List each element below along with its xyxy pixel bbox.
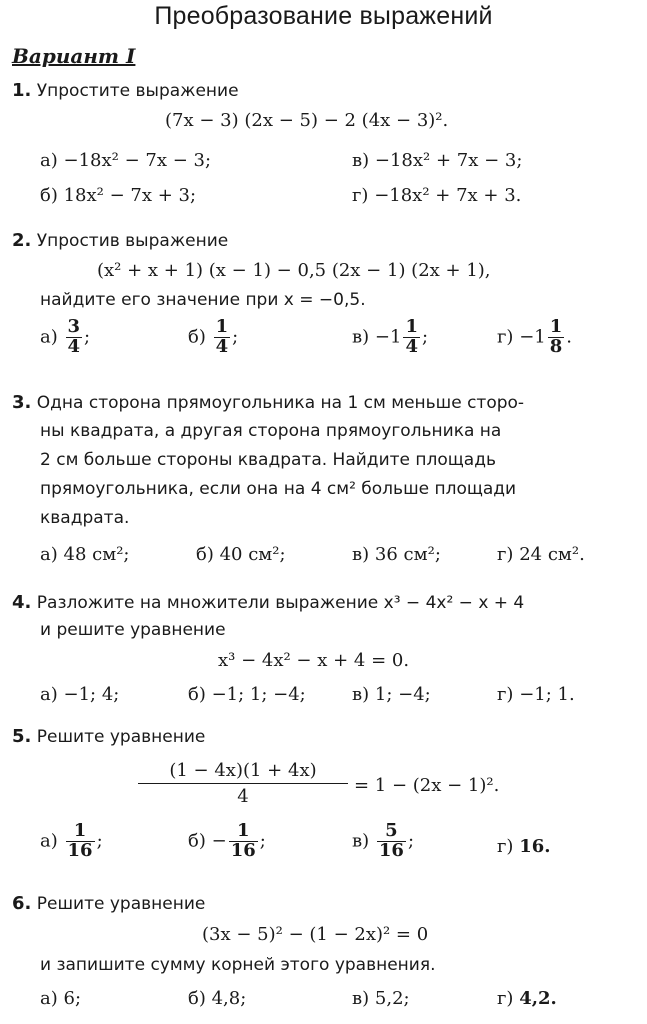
problem-5-denominator: 4 xyxy=(237,786,249,807)
problem-3-line-2: ны квадрата, а другая сторона прямоугольника на xyxy=(40,421,502,441)
problem-3-line-5: квадрата. xyxy=(40,508,130,528)
problem-5-option-a xyxy=(40,822,103,861)
fraction-numerator: 1 xyxy=(66,822,95,842)
problem-3-option-v xyxy=(352,544,441,565)
option-value: 4,8; xyxy=(211,988,247,1009)
problem-4-text2: и решите уравнение xyxy=(40,620,226,640)
problem-3-line-1 xyxy=(12,392,524,413)
fraction-denominator: 8 xyxy=(549,335,563,357)
fraction-denominator: 4 xyxy=(67,335,81,357)
problem-2-number: 2. xyxy=(12,230,32,251)
problem-2-statement xyxy=(12,230,228,251)
problem-6-text: Решите уравнение xyxy=(36,894,206,914)
option-value: 36 см²; xyxy=(374,544,441,565)
problem-4-text: Разложите на множители выражение x³ − 4x² − x + 4 xyxy=(36,593,525,613)
option-end: ; xyxy=(421,326,429,348)
fraction xyxy=(403,318,420,357)
problem-2-expression: (x² + x + 1) (x − 1) − 0,5 (2x − 1) (2x + 1), xyxy=(97,260,491,281)
option-value: −1; 4; xyxy=(63,684,120,705)
option-label: а) xyxy=(40,326,58,348)
option-label: г) xyxy=(497,836,514,857)
fraction-denominator: 4 xyxy=(405,335,418,357)
option-value: −18x² − 7x − 3; xyxy=(63,150,212,171)
problem-1-number: 1. xyxy=(12,80,32,101)
option-label: в) xyxy=(352,150,370,171)
problem-3-line-4: прямоугольника, если она на 4 см² больше площади xyxy=(40,479,517,499)
fraction xyxy=(377,822,406,861)
problem-4-option-v xyxy=(352,684,431,705)
fraction xyxy=(229,822,258,861)
problem-3-line-3: 2 см больше стороны квадрата. Найдите площадь xyxy=(40,450,496,470)
problem-1-expression: (7x − 3) (2x − 5) − 2 (4x − 3)². xyxy=(165,110,449,131)
option-label: б) xyxy=(188,830,206,852)
option-value: −1; 1. xyxy=(519,684,575,705)
fraction xyxy=(548,318,565,357)
option-label: а) xyxy=(40,830,58,852)
option-label: б) xyxy=(40,185,58,206)
option-whole: −1 xyxy=(519,326,546,348)
option-value: −18x² + 7x − 3; xyxy=(374,150,523,171)
problem-6-number: 6. xyxy=(12,893,32,914)
fraction-denominator: 4 xyxy=(215,335,229,357)
problem-2-option-g xyxy=(497,318,572,357)
problem-2-option-b xyxy=(188,318,238,357)
fraction-numerator: 3 xyxy=(67,316,81,337)
option-whole: − xyxy=(211,830,227,852)
option-value: 24 см². xyxy=(519,544,585,565)
problem-5-text: Решите уравнение xyxy=(36,727,206,747)
problem-2-text2: найдите его значение при x = −0,5. xyxy=(40,290,366,310)
problem-4-expression: x³ − 4x² − x + 4 = 0. xyxy=(218,650,410,671)
option-end: . xyxy=(566,326,572,348)
problem-5-option-g xyxy=(497,836,551,857)
problem-1-option-g xyxy=(352,185,521,206)
option-value: 4,2. xyxy=(519,988,557,1009)
problem-5-fraction xyxy=(138,760,348,807)
option-label: б) xyxy=(188,326,206,348)
problem-1-option-v xyxy=(352,150,522,171)
problem-1-text: Упростите выражение xyxy=(36,81,239,101)
option-label: г) xyxy=(497,988,514,1009)
problem-6-option-a xyxy=(40,988,81,1009)
option-label: б) xyxy=(188,988,206,1009)
problem-4-option-g xyxy=(497,684,575,705)
problem-1-statement xyxy=(12,80,239,101)
option-value: −1; 1; −4; xyxy=(211,684,306,705)
option-label: а) xyxy=(40,544,58,565)
fraction-denominator: 16 xyxy=(378,839,404,861)
fraction xyxy=(214,318,231,357)
option-label: г) xyxy=(497,326,514,348)
option-label: а) xyxy=(40,684,58,705)
problem-1-option-a xyxy=(40,150,211,171)
problem-6-statement xyxy=(12,893,205,914)
option-label: г) xyxy=(352,185,369,206)
option-end: ; xyxy=(84,326,91,348)
problem-3-number: 3. xyxy=(12,392,32,413)
problem-6-option-g xyxy=(497,988,557,1009)
problem-1-option-b xyxy=(40,185,196,206)
problem-3-option-a xyxy=(40,544,130,565)
option-label: в) xyxy=(352,830,370,852)
option-value: 6; xyxy=(63,988,82,1009)
problem-4-option-a xyxy=(40,684,119,705)
option-value: 1; −4; xyxy=(374,684,431,705)
problem-6-expression: (3x − 5)² − (1 − 2x)² = 0 xyxy=(202,924,429,945)
problem-4-number: 4. xyxy=(12,592,32,613)
option-label: а) xyxy=(40,988,58,1009)
problem-6-option-v xyxy=(352,988,410,1009)
fraction-denominator: 16 xyxy=(230,839,256,861)
option-value: 48 см²; xyxy=(63,544,130,565)
problem-2-option-v xyxy=(352,318,428,357)
option-whole: −1 xyxy=(374,326,402,348)
problem-6-option-b xyxy=(188,988,246,1009)
fraction-numerator: 5 xyxy=(377,822,406,842)
fraction-denominator: 16 xyxy=(67,839,93,861)
problem-3-option-g xyxy=(497,544,585,565)
fraction-numerator: 1 xyxy=(229,822,258,842)
variant-heading: Вариант I xyxy=(12,44,136,68)
option-label: в) xyxy=(352,988,370,1009)
problem-2-option-a xyxy=(40,318,90,357)
fraction-numerator: 1 xyxy=(215,316,229,337)
problem-5-option-v xyxy=(352,822,414,861)
option-end: ; xyxy=(232,326,239,348)
option-end: ; xyxy=(96,830,103,852)
problem-5-option-b xyxy=(188,822,266,861)
option-label: в) xyxy=(352,684,370,705)
option-value: 16. xyxy=(519,836,551,857)
fraction-numerator: 1 xyxy=(549,316,563,337)
option-value: 5,2; xyxy=(374,988,410,1009)
option-label: в) xyxy=(352,326,370,348)
fraction-numerator: 1 xyxy=(405,316,418,337)
page-title: Преобразование выражений xyxy=(154,2,493,30)
option-label: б) xyxy=(188,684,206,705)
option-value: −18x² + 7x + 3. xyxy=(374,185,522,206)
problem-4-option-b xyxy=(188,684,306,705)
option-label: в) xyxy=(352,544,370,565)
problem-2-text: Упростив выражение xyxy=(36,231,229,251)
option-value: 40 см²; xyxy=(219,544,286,565)
option-end: ; xyxy=(259,830,266,852)
option-label: а) xyxy=(40,150,58,171)
fraction xyxy=(66,318,83,357)
problem-3-text: Одна сторона прямоугольника на 1 см меньше сторо- xyxy=(36,393,525,413)
problem-5-rhs: = 1 − (2x − 1)². xyxy=(354,775,500,796)
option-end: ; xyxy=(407,830,415,852)
option-label: б) xyxy=(196,544,214,565)
problem-6-text2: и запишите сумму корней этого уравнения. xyxy=(40,955,436,975)
option-label: г) xyxy=(497,684,514,705)
problem-5-numerator: (1 − 4x)(1 + 4x) xyxy=(138,760,348,784)
option-value: 18x² − 7x + 3; xyxy=(63,185,197,206)
problem-5-number: 5. xyxy=(12,726,32,747)
option-label: г) xyxy=(497,544,514,565)
problem-4-statement xyxy=(12,592,524,613)
fraction xyxy=(66,822,95,861)
problem-5-statement xyxy=(12,726,205,747)
problem-3-option-b xyxy=(196,544,286,565)
